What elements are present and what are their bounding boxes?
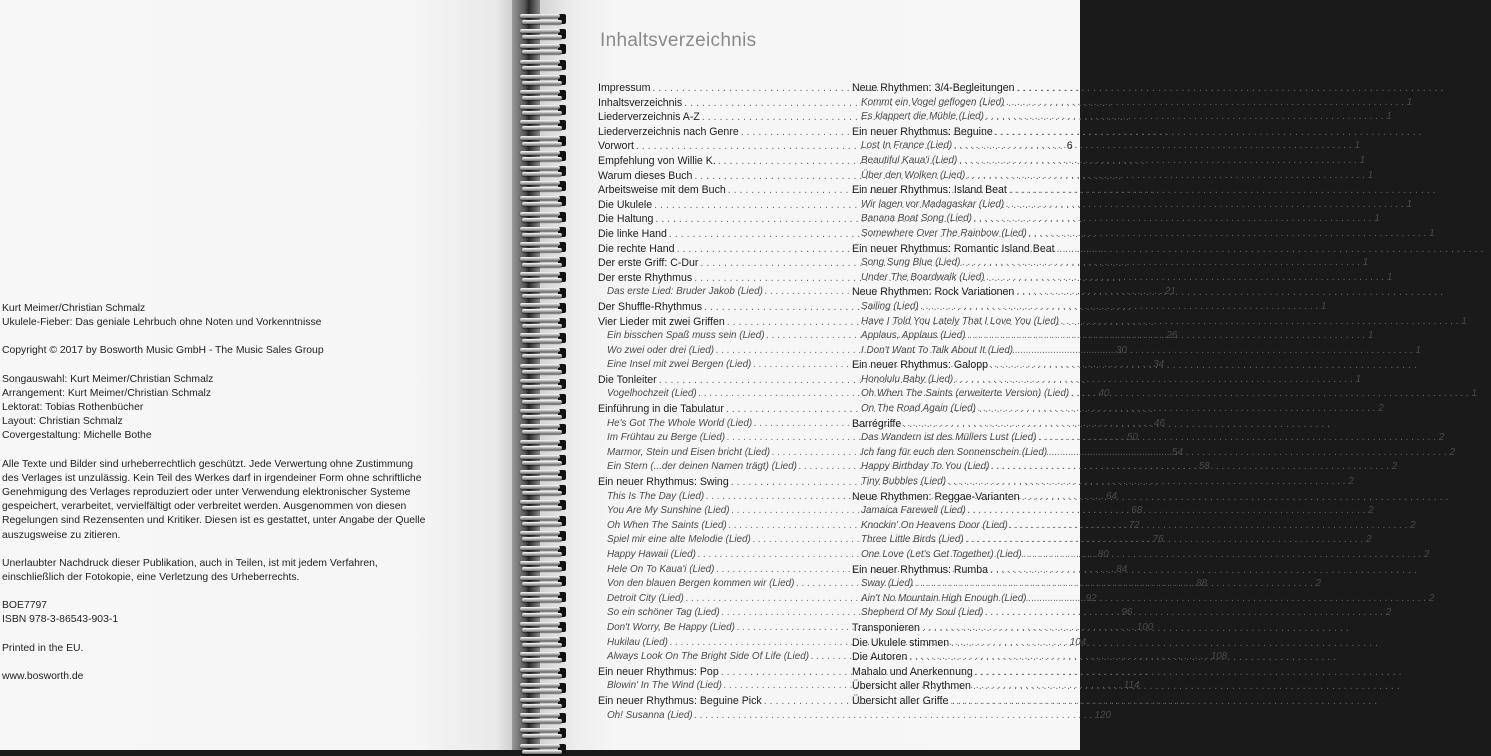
binding-ring bbox=[514, 377, 576, 391]
toc-page-number: 1 bbox=[1423, 125, 1430, 138]
toc-page-number: 120 bbox=[1094, 709, 1111, 721]
toc-page-number: 2 bbox=[1428, 592, 1435, 604]
toc-page-number: 118 bbox=[1192, 694, 1210, 707]
toc-page-number: 108 bbox=[1210, 651, 1228, 663]
binding-ring bbox=[514, 58, 576, 72]
binding-ring bbox=[514, 574, 576, 588]
toc-dot-leader bbox=[962, 256, 1360, 271]
toc-page-number: 46 bbox=[1153, 417, 1165, 429]
imprint-rights-line: Genehmigung des Verlages reproduziert oder unter Verwendung elektronischer Systeme bbox=[2, 487, 411, 499]
toc-page-number: 1 bbox=[1437, 184, 1444, 197]
toc-entry-title: Ich fang für euch den Sonnenschein (Lied) bbox=[861, 446, 1048, 458]
toc-entry-title: Neue Rhythmen: Rock Variationen bbox=[852, 286, 1015, 299]
imprint-piracy-line: Unerlaubter Nachdruck dieser Publikation, auch in Teilen, ist mit jedem Verfahren, bbox=[2, 557, 378, 569]
imprint-layout: Layout: Christian Schmalz bbox=[2, 416, 123, 428]
toc-entry-title: Eine Insel mit zwei Bergen (Lied) bbox=[607, 359, 752, 371]
toc-entry-title: Marmor, Stein und Eisen bricht (Lied) bbox=[607, 446, 771, 458]
imprint-rights-line: Regelungen sind Rezensenten und Kritiker. Diesen ist es gestattet, unter Angabe der Quelle bbox=[2, 515, 426, 527]
toc-dot-leader bbox=[990, 563, 1417, 578]
toc-page-number: 44 bbox=[1154, 403, 1167, 416]
toc-page-number: 2 bbox=[1083, 82, 1090, 94]
binding-ring bbox=[514, 118, 576, 132]
toc-dot-leader bbox=[1029, 227, 1427, 242]
toc-entry-title: Mahalo und Anerkennung bbox=[852, 665, 973, 678]
toc-page-number: 2 bbox=[1410, 519, 1416, 531]
toc-dot-leader bbox=[1057, 242, 1484, 257]
toc-dot-leader bbox=[990, 358, 1417, 373]
toc-entry-title: Ein Stern (...der deinen Namen trägt) (Lied) bbox=[607, 461, 797, 473]
toc-page-number: 2 bbox=[1348, 476, 1354, 488]
binding-ring bbox=[514, 225, 576, 239]
binding-ring bbox=[514, 134, 576, 148]
toc-entry-title: Don't Worry, Be Happy (Lied) bbox=[607, 621, 735, 633]
toc-entry-title: Wir lagen vor Madagaskar (Lied) bbox=[861, 198, 1005, 210]
binding-ring bbox=[514, 711, 576, 725]
toc-entry-title: Über den Wolken (Lied) bbox=[861, 169, 966, 181]
toc-page-number: 62 bbox=[1159, 476, 1172, 489]
toc-entry-title: Three Little Birds (Lied) bbox=[861, 534, 964, 546]
toc-dot-leader bbox=[1049, 446, 1447, 461]
toc-page-number: 84 bbox=[1116, 563, 1128, 575]
toc-entry-title: Die Tonleiter bbox=[598, 373, 657, 386]
toc-entry-title: Banana Boat Song (Lied) bbox=[861, 213, 972, 225]
toc-dot-leader bbox=[991, 460, 1389, 475]
toc-dot-leader bbox=[948, 475, 1346, 490]
toc-song-entry bbox=[598, 709, 1111, 724]
toc-entry-title: Kommt ein Vogel geflogen (Lied) bbox=[861, 96, 1005, 108]
toc-page-number: 1 bbox=[1418, 359, 1425, 372]
toc-entry bbox=[852, 636, 1386, 651]
toc-entry bbox=[852, 81, 1452, 96]
toc-page-number: 1 bbox=[1386, 111, 1392, 123]
toc-entry-title: Der erste Griff: C-Dur bbox=[598, 257, 699, 270]
toc-page-number: 2 bbox=[1365, 534, 1372, 546]
toc-dot-leader bbox=[903, 417, 1330, 432]
binding-ring bbox=[514, 346, 576, 360]
imprint-rights-line: des Verlages ist unzulässig. Kein Teil des Werkes darf in irgendeiner Form ohne schriftliche bbox=[2, 472, 422, 484]
toc-page-number: 2 bbox=[1368, 505, 1374, 517]
toc-dot-leader bbox=[973, 679, 1400, 694]
toc-dot-leader bbox=[1016, 285, 1443, 300]
toc-entry-title: Sailing (Lied) bbox=[861, 300, 919, 312]
toc-entry-title: Ein neuer Rhythmus: Romantic Island Beat bbox=[852, 242, 1055, 255]
binding-ring bbox=[514, 605, 576, 619]
toc-entry-title: Oh When The Saints (erweiterte Version) (Lied) bbox=[861, 388, 1070, 400]
binding-ring bbox=[514, 438, 576, 452]
toc-page-number: 1 bbox=[1367, 169, 1374, 181]
toc-page-number: 2 bbox=[1450, 490, 1457, 503]
toc-entry-title: Ein neuer Rhythmus: Rumba bbox=[852, 563, 989, 576]
toc-page-number: 88 bbox=[1196, 578, 1208, 590]
toc-entry-title: This Is The Day (Lied) bbox=[607, 490, 705, 502]
binding-ring bbox=[514, 103, 576, 117]
toc-dot-leader bbox=[909, 650, 1336, 665]
binding-ring bbox=[514, 742, 576, 756]
imprint-rights-line: gespeichert, verarbeitet, vervielfältigt oder verbreitet werden. Ausgenommen von diesen bbox=[2, 501, 407, 513]
toc-page-number: 2 bbox=[1401, 680, 1408, 693]
toc-page-number: 2 bbox=[1338, 651, 1345, 664]
binding-ring bbox=[514, 620, 576, 634]
toc-entry-title: Impressum bbox=[598, 82, 651, 94]
toc-entry-title: Jamaica Farewell (Lied) bbox=[861, 505, 966, 517]
toc-entry bbox=[852, 125, 1430, 140]
binding-ring bbox=[514, 301, 576, 315]
imprint-order-number: BOE7797 bbox=[2, 600, 48, 612]
toc-song-entry bbox=[852, 96, 1413, 111]
toc-page-number: 24 bbox=[1155, 315, 1168, 328]
toc-dot-leader bbox=[986, 110, 1384, 125]
toc-page-number: 1 bbox=[1386, 271, 1393, 283]
toc-entry-title: Ein neuer Rhythmus: Pop bbox=[598, 665, 719, 678]
binding-ring bbox=[514, 255, 576, 269]
toc-entry-title: Der erste Rhythmus bbox=[598, 271, 693, 284]
imprint-book-title: Ukulele-Fieber: Das geniale Lehrbuch ohne Noten und Vorkenntnisse bbox=[2, 317, 322, 329]
toc-song-entry bbox=[852, 110, 1392, 125]
toc-page-number: 20 bbox=[1122, 271, 1135, 284]
toc-page-number: 68 bbox=[1131, 505, 1143, 517]
binding-ring bbox=[514, 286, 576, 300]
spiral-binding bbox=[514, 0, 586, 750]
binding-ring bbox=[514, 316, 576, 330]
toc-page-number: 10 bbox=[1156, 184, 1169, 197]
binding-ring bbox=[514, 696, 576, 710]
toc-dot-leader bbox=[1006, 198, 1404, 213]
toc-page-number: 112 bbox=[1149, 665, 1167, 678]
toc-entry-title: Somewhere Over The Rainbow (Lied) bbox=[861, 227, 1027, 239]
toc-page-number: 1 bbox=[1471, 388, 1478, 400]
toc-page-number: 1 bbox=[1355, 373, 1362, 385]
toc-entry-title: Knockin' On Heavens Door (Lied) bbox=[861, 519, 1008, 531]
toc-page-number: 3 bbox=[1115, 96, 1121, 109]
binding-ring bbox=[514, 453, 576, 467]
toc-entry-title: Happy Birthday To You (Lied) bbox=[861, 461, 990, 473]
toc-entry-title: Sway (Lied) bbox=[861, 578, 914, 590]
toc-dot-leader bbox=[995, 125, 1422, 140]
imprint-piracy-line: einschließlich der Fotokopie, eine Verletzung des Urheberrechts. bbox=[2, 572, 300, 584]
binding-ring bbox=[514, 194, 576, 208]
imprint-rights-line: auszugsweise zu zitieren. bbox=[2, 529, 121, 541]
toc-page-number: 7 bbox=[1148, 154, 1155, 167]
toc-dot-leader bbox=[967, 329, 1365, 344]
binding-ring bbox=[514, 42, 576, 56]
binding-ring bbox=[514, 179, 576, 193]
toc-page-number: 1 bbox=[1359, 154, 1366, 166]
toc-entry-title: I Don't Want To Talk About It (Lied) bbox=[861, 344, 1014, 356]
toc-entry-title: Hele On To Kaua'i (Lied) bbox=[607, 563, 715, 575]
binding-ring bbox=[514, 88, 576, 102]
toc-entry-title: You Are My Sunshine (Lied) bbox=[607, 505, 730, 517]
toc-entry-title: Blowin' In The Wind (Lied) bbox=[607, 680, 722, 692]
toc-entry-title: Applaus, Applaus (Lied) bbox=[861, 330, 966, 342]
toc-page-number: 38 bbox=[1087, 373, 1100, 386]
toc-page-number: 1 bbox=[1445, 82, 1452, 94]
toc-entry-title: He's Got The Whole World (Lied) bbox=[607, 417, 753, 429]
toc-entry-title: Es klappert die Mühle (Lied) bbox=[861, 111, 984, 123]
toc-page-number: 58 bbox=[1198, 461, 1210, 473]
toc-dot-leader bbox=[967, 169, 1365, 184]
toc-entry-title: Neue Rhythmen: Reggae-Varianten bbox=[852, 490, 1020, 503]
toc-entry-title: Der Shuffle-Rhythmus bbox=[598, 300, 703, 313]
toc-dot-leader bbox=[1071, 387, 1469, 402]
toc-page-number: 1 bbox=[1461, 315, 1467, 327]
binding-ring bbox=[514, 468, 576, 482]
toc-entry-title: Under The Boardwalk (Lied) bbox=[861, 271, 985, 283]
toc-song-entry bbox=[852, 139, 1360, 154]
toc-entry-title: Liederverzeichnis A-Z bbox=[598, 111, 700, 124]
toc-page-number: 50 bbox=[1126, 432, 1138, 444]
toc-dot-leader bbox=[974, 212, 1372, 227]
toc-page-number: 64 bbox=[1105, 490, 1117, 502]
toc-entry-title: Song Sung Blue (Lied) bbox=[861, 257, 961, 269]
toc-entry-title: Übersicht aller Rhythmen bbox=[852, 680, 971, 693]
toc-entry-title: On The Road Again (Lied) bbox=[861, 403, 976, 415]
imprint-songauswahl: Songauswahl: Kurt Meimer/Christian Schmalz bbox=[2, 373, 214, 385]
toc-entry-title: Shepherd Of My Soul (Lied) bbox=[861, 607, 984, 619]
binding-ring bbox=[514, 407, 576, 421]
toc-title: Inhaltsverzeichnis bbox=[600, 30, 757, 51]
binding-ring bbox=[514, 149, 576, 163]
toc-entry-title: Transponieren bbox=[852, 621, 920, 634]
toc-dot-leader bbox=[978, 402, 1376, 417]
binding-ring bbox=[514, 666, 576, 680]
toc-entry-title: Inhaltsverzeichnis bbox=[598, 96, 683, 109]
imprint-rights-line: Alle Texte und Bilder sind urheberrechtlich geschützt. Jede Verwertung ohne Zustimmung bbox=[2, 458, 414, 470]
toc-dot-leader bbox=[1009, 183, 1436, 198]
toc-entry-title: Die Ukulele bbox=[598, 198, 653, 211]
binding-ring bbox=[514, 559, 576, 573]
toc-page-number: 26 bbox=[1166, 330, 1178, 342]
toc-page-number: 34 bbox=[1153, 359, 1165, 371]
binding-ring bbox=[514, 635, 576, 649]
binding-ring bbox=[514, 483, 576, 497]
toc-page-number: 17 bbox=[1105, 242, 1118, 255]
toc-dot-leader bbox=[695, 709, 1093, 724]
toc-dot-leader bbox=[954, 139, 1352, 154]
binding-ring bbox=[514, 544, 576, 558]
toc-dot-leader bbox=[987, 271, 1385, 286]
toc-page-number: 1 bbox=[1374, 213, 1380, 225]
toc-page-number: 2 bbox=[1380, 636, 1386, 649]
toc-entry-title: Hukilau (Lied) bbox=[607, 636, 668, 648]
toc-page-number: 114 bbox=[1123, 680, 1140, 692]
imprint-website: www.bosworth.de bbox=[2, 670, 84, 682]
toc-page-number: 2 bbox=[1350, 621, 1357, 634]
toc-dot-leader bbox=[1024, 548, 1422, 563]
toc-entry-title: Ein neuer Rhythmus: Island Beat bbox=[852, 184, 1007, 197]
toc-page-number: 72 bbox=[1128, 519, 1140, 531]
toc-page-number: 2 bbox=[1449, 446, 1455, 458]
toc-dot-leader bbox=[1028, 592, 1426, 607]
toc-page-number: 12 bbox=[1082, 198, 1095, 211]
toc-dot-leader bbox=[1017, 81, 1444, 96]
toc-dot-leader bbox=[951, 636, 1378, 651]
binding-ring bbox=[514, 240, 576, 254]
toc-page-number: 1 bbox=[1485, 242, 1491, 255]
imprint-lektorat: Lektorat: Tobias Rothenbücher bbox=[2, 402, 144, 414]
toc-entry-title: So ein schöner Tag (Lied) bbox=[607, 607, 720, 619]
toc-entry-title: Vier Lieder mit zwei Griffen bbox=[598, 315, 725, 328]
toc-page-number: 9 bbox=[1125, 169, 1132, 182]
toc-song-entry bbox=[852, 169, 1374, 184]
binding-ring bbox=[514, 270, 576, 284]
imprint-copyright: Copyright © 2017 by Bosworth Music GmbH - The Music Sales Group bbox=[2, 345, 324, 357]
toc-entry-title: Im Frühtau zu Berge (Lied) bbox=[607, 432, 726, 444]
toc-entry-title: Die Ukulele stimmen bbox=[852, 636, 950, 649]
binding-ring bbox=[514, 650, 576, 664]
toc-dot-leader bbox=[1015, 344, 1413, 359]
toc-dot-leader bbox=[921, 300, 1319, 315]
toc-dot-leader bbox=[959, 154, 1357, 169]
toc-entry-title: Ein neuer Rhythmus: Beguine bbox=[852, 125, 993, 138]
toc-entry-title: Oh! Susanna (Lied) bbox=[607, 709, 693, 721]
toc-entry-title: Die Autoren bbox=[852, 651, 908, 664]
binding-ring bbox=[514, 210, 576, 224]
toc-dot-leader bbox=[922, 621, 1349, 636]
toc-dot-leader bbox=[1006, 96, 1404, 111]
imprint-arrangement: Arrangement: Kurt Meimer/Christian Schmalz bbox=[2, 387, 212, 399]
binding-ring bbox=[514, 422, 576, 436]
toc-entry-title: Lost In France (Lied) bbox=[861, 140, 953, 152]
toc-page-number: 14 bbox=[1084, 213, 1096, 226]
toc-page-number: 1 bbox=[1320, 300, 1327, 312]
toc-page-number: 2 bbox=[1418, 563, 1425, 576]
binding-ring bbox=[514, 498, 576, 512]
toc-page-number: 2 bbox=[1315, 578, 1321, 590]
toc-page-number: 1 bbox=[1429, 227, 1435, 239]
imprint-isbn: ISBN 978-3-86543-903-1 bbox=[2, 614, 119, 626]
toc-page-number: 6 bbox=[1066, 140, 1073, 153]
binding-ring bbox=[514, 362, 576, 376]
toc-entry-title: Tiny Bubbles (Lied) bbox=[861, 476, 946, 488]
toc-dot-leader bbox=[950, 694, 1377, 709]
toc-entry-title: Warum dieses Buch bbox=[598, 169, 693, 182]
binding-ring bbox=[514, 514, 576, 528]
toc-entry-title: Empfehlung von Willie K. bbox=[598, 154, 716, 167]
binding-ring bbox=[514, 529, 576, 543]
toc-page-number: 4 bbox=[1132, 111, 1139, 124]
toc-page-number: 1 bbox=[1406, 198, 1412, 210]
toc-entry-title: Happy Hawaii (Lied) bbox=[607, 549, 696, 560]
toc-entry-title: Ein neuer Rhythmus: Swing bbox=[598, 476, 729, 489]
toc-entry-title: Das erste Lied: Bruder Jakob (Lied) bbox=[607, 286, 763, 298]
toc-page-number: 2 bbox=[1438, 432, 1445, 444]
toc-page-number: 104 bbox=[1069, 636, 1087, 648]
toc-page-number: 2 bbox=[1424, 549, 1430, 560]
toc-dot-leader bbox=[1010, 519, 1408, 534]
toc-page-number: 2 bbox=[1332, 417, 1339, 430]
toc-song-entry bbox=[852, 154, 1366, 169]
toc-entry-title: Die linke Hand bbox=[598, 227, 667, 240]
toc-dot-leader bbox=[1022, 490, 1449, 505]
toc-entry-title: Wo zwei oder drei (Lied) bbox=[607, 344, 715, 356]
toc-page-number: 40 bbox=[1098, 388, 1110, 400]
toc-page-number: 100 bbox=[1136, 621, 1154, 633]
imprint-cover: Covergestaltung: Michelle Bothe bbox=[2, 430, 152, 442]
binding-ring bbox=[514, 590, 576, 604]
toc-entry-title: Have I Told You Lately That I Love You (Lied) bbox=[861, 315, 1059, 327]
toc-dot-leader bbox=[915, 577, 1313, 592]
binding-ring bbox=[514, 27, 576, 41]
toc-page-number: 2 bbox=[1379, 694, 1386, 707]
imprint-authors: Kurt Meimer/Christian Schmalz bbox=[2, 303, 146, 314]
toc-entry-title: Detroit City (Lied) bbox=[607, 592, 684, 604]
toc-page-number: 21 bbox=[1164, 286, 1176, 298]
toc-page-number: 80 bbox=[1097, 549, 1109, 560]
toc-page-number: 1 bbox=[1362, 257, 1369, 269]
toc-page-number: 1 bbox=[1406, 96, 1413, 108]
toc-entry-title: One Love (Let's Get Together) (Lied) bbox=[861, 549, 1022, 560]
toc-page-number: 30 bbox=[1115, 344, 1127, 356]
toc-page-number: 96 bbox=[1121, 607, 1133, 619]
toc-page-number: 5 bbox=[1171, 125, 1178, 138]
toc-entry-title: Ein neuer Rhythmus: Galopp bbox=[852, 359, 989, 372]
toc-page-number: 2 bbox=[1385, 607, 1392, 619]
binding-ring bbox=[514, 726, 576, 740]
binding-ring bbox=[514, 73, 576, 87]
toc-entry-title: Vorwort bbox=[598, 140, 634, 153]
toc-dot-leader bbox=[985, 606, 1383, 621]
binding-ring bbox=[514, 681, 576, 695]
toc-dot-leader bbox=[955, 373, 1353, 388]
toc-page-number: 2 bbox=[1403, 665, 1410, 678]
toc-page-number: 2 bbox=[1391, 461, 1398, 473]
toc-page-number: 1 bbox=[1415, 344, 1421, 356]
toc-page-number: 76 bbox=[1152, 534, 1164, 546]
toc-entry-title: Neue Rhythmen: 3/4-Begleitungen bbox=[852, 82, 1015, 94]
toc-dot-leader bbox=[966, 533, 1364, 548]
toc-page-number: 22 bbox=[1132, 300, 1145, 313]
toc-entry-title: Barrégriffe bbox=[852, 417, 902, 430]
toc-entry-title: Ein neuer Rhythmus: Beguine Pick bbox=[598, 694, 762, 707]
imprint-block bbox=[2, 302, 442, 684]
toc-page-number: 16 bbox=[1097, 227, 1110, 240]
toc-entry-title: Das Wandern ist des Müllers Lust (Lied) bbox=[861, 432, 1037, 444]
binding-ring bbox=[514, 12, 576, 26]
toc-page-number: 2 bbox=[1378, 403, 1384, 415]
binding-ring bbox=[514, 164, 576, 178]
toc-entry-title: Die Haltung bbox=[598, 213, 654, 226]
toc-entry-title: Honolulu Baby (Lied) bbox=[861, 373, 954, 385]
binding-ring bbox=[514, 331, 576, 345]
binding-ring bbox=[514, 392, 576, 406]
toc-dot-leader bbox=[1038, 431, 1436, 446]
toc-page-number: 54 bbox=[1171, 446, 1183, 458]
toc-dot-leader bbox=[1061, 315, 1459, 330]
toc-entry-title: Ein bisschen Spaß muss sein (Lied) bbox=[607, 330, 765, 342]
imprint-printed: Printed in the EU. bbox=[2, 642, 84, 654]
toc-entry-title: Spiel mir eine alte Melodie (Lied) bbox=[607, 534, 751, 546]
toc-entry-title: Arbeitsweise mit dem Buch bbox=[598, 184, 726, 197]
toc-entry-title: Die rechte Hand bbox=[598, 242, 675, 255]
toc-entry-title: Always Look On The Bright Side Of Life (Lied) bbox=[607, 651, 809, 663]
toc-page-number: 1 bbox=[1367, 330, 1374, 342]
toc-dot-leader bbox=[968, 504, 1366, 519]
toc-entry-title: Übersicht aller Griffe bbox=[852, 694, 949, 707]
toc-page-number: 1 bbox=[1354, 140, 1360, 152]
toc-page-number: 92 bbox=[1085, 592, 1097, 604]
toc-entry-title: Einführung in die Tabulatur bbox=[598, 403, 724, 416]
toc-entry-title: Ain't No Mountain High Enough (Lied) bbox=[861, 592, 1027, 604]
toc-entry-title: Beautiful Kaua'i (Lied) bbox=[861, 154, 958, 166]
toc-dot-leader bbox=[975, 665, 1402, 680]
toc-page-number: 1 bbox=[1445, 286, 1452, 299]
toc-entry-title: Liederverzeichnis nach Genre bbox=[598, 125, 739, 138]
toc-entry-title: Vogelhochzeit (Lied) bbox=[607, 388, 697, 400]
toc-entry-title: Von den blauen Bergen kommen wir (Lied) bbox=[607, 578, 795, 590]
toc-page-number: 18 bbox=[1129, 257, 1142, 270]
toc-entry-title: Oh When The Saints (Lied) bbox=[607, 519, 727, 531]
